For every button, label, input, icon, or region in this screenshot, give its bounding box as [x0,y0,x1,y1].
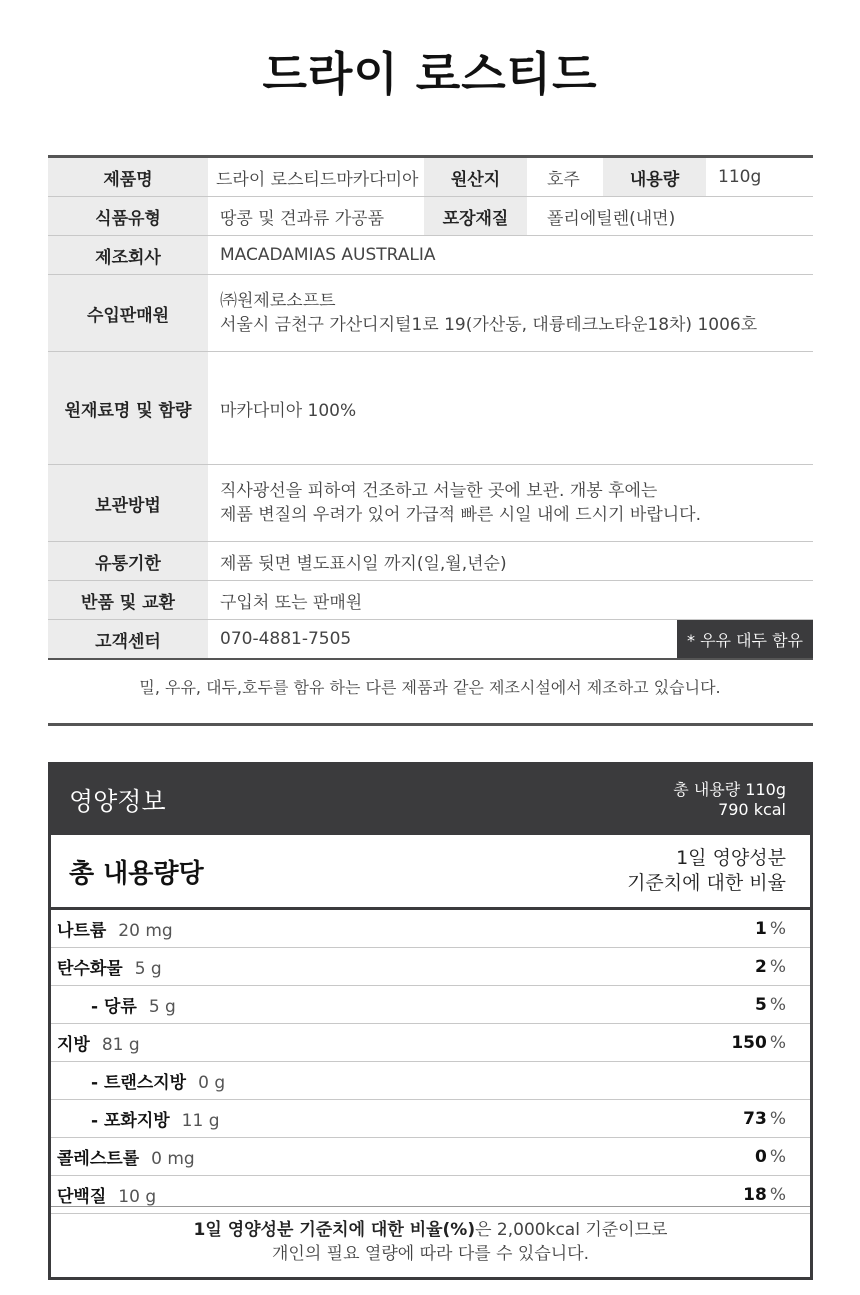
percent-unit: % [769,918,786,939]
percent-unit: % [769,994,786,1015]
nutrient-percent [731,1033,786,1053]
ingredients-value: 마카다미아 100% [220,400,357,421]
nutrient-name: - 당류 [91,997,137,1017]
info-row-refund [48,581,813,620]
product-name-label: 제품명 [48,158,208,196]
nutrition-daily-value-label [627,846,786,896]
nutrition-per-label: 총 내용량당 [69,858,204,889]
info-row-importer [48,275,813,352]
nutrient-name: 나트륨 [57,921,107,941]
nutrition-footer-line-2: 개인의 필요 열량에 따라 다를 수 있습니다. [271,1244,589,1264]
nutrient-amount: 10 g [118,1187,157,1207]
percent-unit: % [769,1108,786,1129]
nutrient-percent-value: 1 [755,918,767,939]
nutrient-cell [57,954,162,979]
importer-address: 서울시 금천구 가산디지털1로 19(가산동, 대륭테크노타운18차) 1006호 [220,315,758,335]
expiry-value: 제품 뒷면 별도표시일 까지(일,월,년순) [220,553,507,574]
nutrient-amount: 5 g [134,959,162,979]
origin-label: 원산지 [424,158,527,196]
nutrient-cell [57,1106,220,1131]
product-name-value: 드라이 로스티드마카다미아 [216,169,419,190]
percent-unit: % [769,1146,786,1167]
nutrient-cell [57,1182,156,1207]
nutrient-percent [755,995,786,1015]
packaging-value: 폴리에틸렌(내면) [547,208,676,229]
volume-label: 내용량 [603,158,706,196]
nutrient-percent-value: 0 [755,1146,767,1167]
ingredients-label: 원재료명 및 함량 [48,352,208,464]
nutrition-row [51,948,810,986]
nutrition-subheader [51,835,810,910]
footer-bold: 1일 영양성분 기준치에 대한 비율(%) [193,1220,476,1240]
nutrient-name: 단백질 [57,1187,107,1207]
nutrition-facts [48,762,813,1280]
info-row-food-type [48,197,813,236]
storage-line-1: 직사광선을 피하여 건조하고 서늘한 곳에 보관. 개봉 후에는 [220,481,658,501]
expiry-label: 유통기한 [48,542,208,580]
facility-notice: 밀, 우유, 대두,호두를 함유 하는 다른 제품과 같은 제조시설에서 제조하고 있습니다. [139,678,721,697]
percent-unit: % [769,1032,786,1053]
nutrient-amount: 20 mg [118,921,173,941]
nutrient-cell [57,1068,225,1093]
nutrition-footer [51,1206,810,1277]
nutrient-percent-value: 73 [743,1108,767,1129]
nutrition-row [51,1062,810,1100]
nutrient-amount: 81 g [101,1035,140,1055]
nutrient-percent [755,957,786,977]
section-divider [48,723,813,726]
nutrition-row [51,1138,810,1176]
manufacturer-label: 제조회사 [48,236,208,274]
page-title: 드라이 로스티드 [262,47,598,101]
importer-name: ㈜원제로소프트 [220,291,336,311]
nutrient-cell [57,992,176,1017]
nutrient-amount: 0 mg [151,1149,195,1169]
product-info-table [48,155,813,660]
nutrition-total-amount: 총 내용량 110g [673,780,786,799]
customer-center-phone: 070-4881-7505 [220,629,352,649]
importer-label: 수입판매원 [48,275,208,351]
nutrient-amount: 0 g [198,1073,226,1093]
nutrient-name: - 포화지방 [91,1111,170,1131]
nutrition-total-kcal: 790 kcal [718,800,786,819]
customer-center-value [208,620,813,658]
info-row-product [48,158,813,197]
nutrition-summary [673,780,786,820]
refund-value: 구입처 또는 판매원 [220,592,363,613]
volume-value: 110g [718,167,762,187]
importer-value [208,275,813,351]
customer-center-label: 고객센터 [48,620,208,658]
daily-line-2: 기준치에 대한 비율 [627,872,786,894]
nutrition-rows [51,910,810,1214]
nutrition-row [51,986,810,1024]
storage-value [208,465,813,541]
nutrient-percent-value: 2 [755,956,767,977]
food-type-label: 식품유형 [48,197,208,235]
info-row-ingredients [48,352,813,465]
nutrition-row [51,910,810,948]
footer-rest: 은 2,000kcal 기준이므로 [475,1220,668,1240]
nutrient-amount: 11 g [181,1111,220,1131]
storage-line-2: 제품 변질의 우려가 있어 가급적 빠른 시일 내에 드시기 바랍니다. [220,505,702,525]
nutrient-percent-value: 5 [755,994,767,1015]
info-row-customer-center [48,620,813,658]
info-row-manufacturer [48,236,813,275]
nutrient-percent [755,1147,786,1167]
nutrient-name: 콜레스트롤 [57,1149,140,1169]
nutrient-percent [743,1185,786,1205]
percent-unit: % [769,956,786,977]
info-row-storage [48,465,813,542]
nutrient-percent-value: 150 [731,1032,767,1053]
percent-unit: % [769,1184,786,1205]
nutrition-title: 영양정보 [69,787,166,816]
nutrient-percent [743,1109,786,1129]
nutrient-name: 지방 [57,1035,90,1055]
nutrient-name: - 트랜스지방 [91,1073,187,1093]
food-type-value: 땅콩 및 견과류 가공품 [220,208,385,229]
nutrient-cell [57,1030,140,1055]
nutrient-amount: 5 g [148,997,176,1017]
daily-line-1: 1일 영양성분 [676,847,786,869]
packaging-label: 포장재질 [424,197,527,235]
nutrient-name: 탄수화물 [57,959,123,979]
nutrition-header [51,765,810,835]
info-row-expiry [48,542,813,581]
nutrient-percent-value: 18 [743,1184,767,1205]
nutrition-row [51,1024,810,1062]
storage-label: 보관방법 [48,465,208,541]
allergy-badge: * 우유 대두 함유 [677,620,813,658]
nutrient-cell [57,1144,195,1169]
origin-value: 호주 [547,169,580,190]
nutrition-footer-line-1 [194,1218,668,1242]
nutrition-row [51,1100,810,1138]
refund-label: 반품 및 교환 [48,581,208,619]
manufacturer-value: MACADAMIAS AUSTRALIA [220,245,436,265]
nutrient-cell [57,916,173,941]
nutrient-percent [755,919,786,939]
